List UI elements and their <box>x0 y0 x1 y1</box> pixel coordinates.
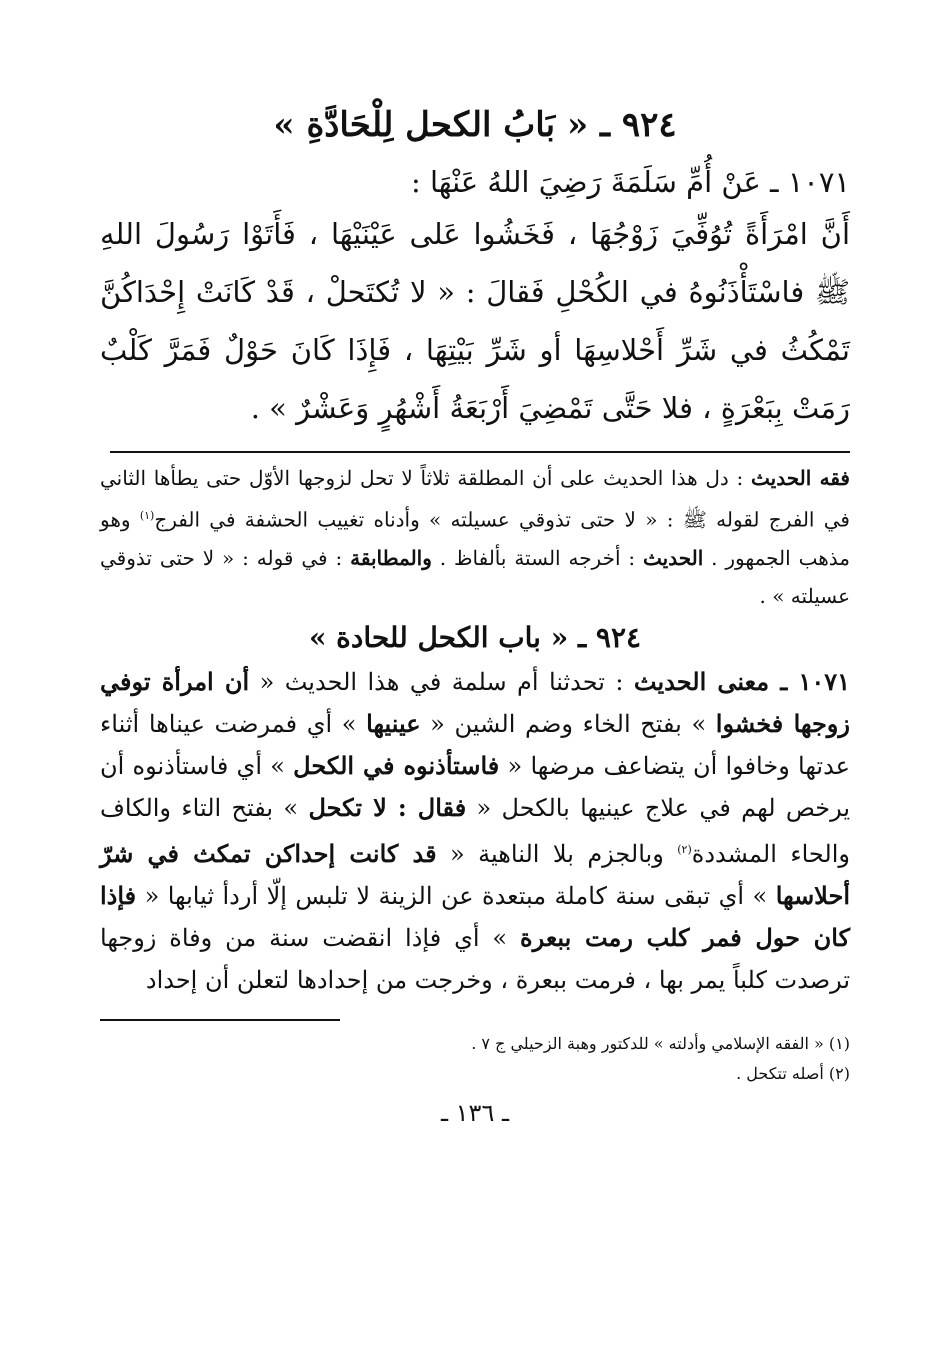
fiqh-text-1: : دل هذا الحديث على أن المطلقة ثلاثاً لا تحل لزوجها الأوّل حتى يطأها الثاني في الفرج لقوله ﷺ : « لا حتى تذوقي عسيلته » وأدناه تغييب الحشفة في الفرج <box>100 466 850 532</box>
hadith-label: الحديث <box>643 545 704 570</box>
footnote-1: (١) « الفقه الإسلامي وأدلته » للدكتور وهبة الزحيلي ج ٧ . <box>471 1033 850 1053</box>
quote-2: عينيها <box>366 708 421 738</box>
explanation-text-4: » أي فاستأذنوه أن يرخص لهم في علاج عينيها بالكحل « <box>100 751 851 822</box>
page-number: ـ ١٣٦ ـ <box>440 1098 509 1127</box>
explanation-paragraph <box>100 661 850 1001</box>
explanation-text-3: » أي فمرضت عيناها أثناء عدتها وخافوا أن يتضاعف مرضها « <box>100 709 850 780</box>
fiqh-label: فقه الحديث <box>751 466 850 490</box>
hadith-text: أَنَّ امْرَأَةً تُوُفِّيَ زَوْجُهَا ، فَخَشُوا عَلى عَيْنَيْهَا ، فَأَتَوْا رَسُولَ اللهِ ﷺ فاسْتَأْذَنُوهُ في الكُحْلِ فَقالَ : « لا تُكتَحلْ ، قَدْ كَانَتْ إِحْدَاكُنَّ تَمْكُثُ في شَرِّ أَحْلاسِهَا أو شَرِّ بَيْتِهَا ، فَإِذَا كَانَ حَوْلٌ فَمَرَّ كَلْبٌ رَمَتْ بِبَعْرَةٍ ، فلا حَتَّى تَمْضِيَ أَرْبَعَةُ أَشْهُرٍ وَعَشْرٌ » . <box>100 217 850 425</box>
fiqh-text-2: وهو مذهب الجمهور . <box>100 507 850 570</box>
fiqh-paragraph <box>100 459 850 615</box>
explanation-text-1: : تحدثنا أم سلمة في هذا الحديث « <box>249 667 634 696</box>
footnote-2: (٢) أصله تتكحل . <box>736 1063 850 1083</box>
chapter-title: ٩٢٤ ـ « بَابُ الكحل لِلْحَادَّةِ » <box>273 105 677 145</box>
mutabaqa-label: والمطابقة <box>350 545 432 570</box>
explanation-text-8: » أي فإذا انقضت سنة من وفاة زوجها ترصدت كلباً يمر بها ، فرمت ببعرة ، وخرجت من إحدادها لتعلن أن إحداد <box>100 923 850 994</box>
quote-4: فقال : لا تكحل <box>308 792 467 822</box>
explanation-text-5: » بفتح التاء والكاف والحاء المشددة <box>100 793 850 868</box>
footnote-separator-line <box>100 1019 340 1021</box>
quote-6: فإذا كان حول فمر كلب رمت ببعرة <box>100 880 851 952</box>
fiqh-text-4: : في قوله : « لا حتى تذوقي عسيلته » . <box>100 545 850 608</box>
footnote-mark-2: (٢) <box>677 842 692 856</box>
hadith-number-line: ١٠٧١ ـ عَنْ أُمِّ سَلَمَةَ رَضِيَ اللهُ عَنْهَا : <box>410 165 850 199</box>
fiqh-text-3: : أخرجه الستة بألفاظ . <box>431 545 643 570</box>
footnote-mark-1: (١) <box>139 509 155 522</box>
explanation-section <box>100 661 850 1001</box>
section-title: ٩٢٤ ـ « باب الكحل للحادة » <box>308 620 642 654</box>
explanation-text-2: » بفتح الخاء وضم الشين « <box>420 709 716 738</box>
quote-1: أن امرأة توفي زوجها فخشوا <box>100 666 850 738</box>
explanation-label: ١٠٧١ ـ معنى الحديث <box>633 666 850 696</box>
document-page <box>100 95 850 1295</box>
explanation-text-7: » أي تبقى سنة كاملة مبتعدة عن الزينة لا تلبس إلّا أردأ ثيابها « <box>136 881 776 910</box>
hadith-separator-line <box>110 451 850 453</box>
footnotes <box>100 1029 850 1089</box>
explanation-text-6: وبالجزم بلا الناهية « <box>436 839 678 868</box>
quote-5: قد كانت إحداكن تمكث في شرّ أحلاسها <box>100 838 850 910</box>
fiqh-section <box>100 459 850 615</box>
quote-3: فاستأذنوه في الكحل <box>293 750 500 780</box>
